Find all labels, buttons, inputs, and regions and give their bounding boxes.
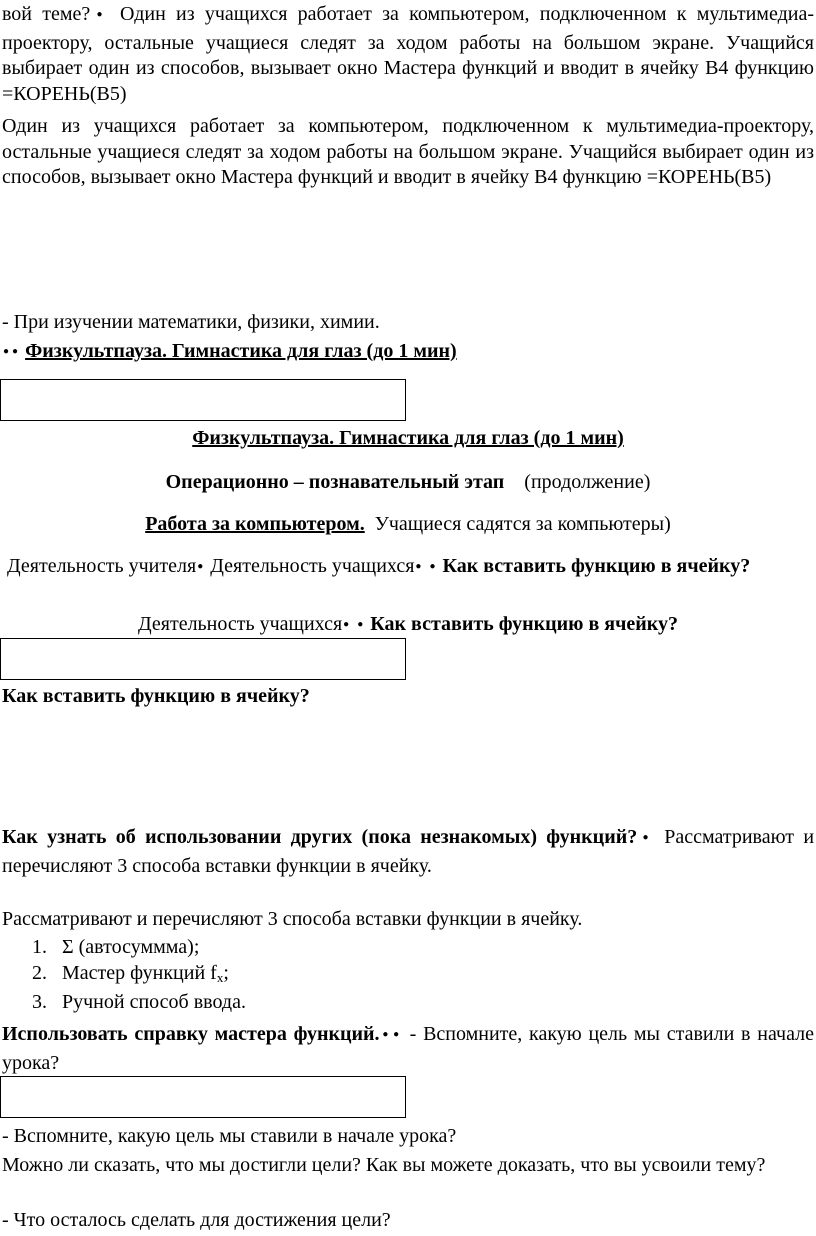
list-number: 3.: [32, 991, 47, 1014]
activity-question-2: Как вставить функцию в ячейку?: [370, 613, 678, 635]
bullet-icon: [196, 555, 205, 577]
paragraph-help: [2, 1022, 814, 1076]
other-question: Как узнать об использовании других (пока незнакомых) функций?: [2, 826, 638, 848]
stage-title: Операционно – познавательный этап: [165, 471, 505, 493]
work-line: [2, 512, 814, 538]
question-insert-text: Как вставить функцию в ячейку?: [2, 685, 310, 707]
question-insert: [2, 684, 814, 710]
teacher-activity: Деятельность учителя: [7, 555, 197, 577]
empty-frame-2: [0, 638, 406, 680]
other-answer: Рассматривают и перечисляют 3 способа вставки функции в ячейку.: [2, 826, 815, 877]
empty-frame-1: [0, 379, 406, 421]
bullet-icon: [428, 555, 437, 577]
list-number: 1.: [32, 936, 47, 958]
list-text: Ручной способ ввода.: [62, 991, 246, 1014]
question-remaining: - Что осталось сделать для достижения цели?: [2, 1209, 391, 1231]
list-subscript: x: [216, 969, 224, 985]
heading-break-2: Физкультпауза. Гимнастика для глаз (до 1 мин): [192, 427, 624, 449]
list-tail: ;: [223, 961, 229, 984]
question-achieved: Можно ли сказать, что мы достигли цели? Как вы можете доказать, что вы усвоили тему?: [2, 1154, 766, 1176]
stage-note: (продолжение): [524, 471, 651, 493]
list-item: [2, 935, 814, 961]
activity-line: [2, 554, 814, 583]
help-bold: Использовать справку мастера функций.: [2, 1023, 380, 1045]
bullet-icon: [11, 340, 20, 362]
heading-break-line: [2, 339, 814, 368]
bullet-icon: [392, 1023, 403, 1045]
methods-list: [2, 935, 814, 1016]
list-item: [2, 990, 814, 1016]
bullet-icon: [380, 1023, 393, 1045]
paragraph-methods-intro: Рассматривают и перечисляют 3 способа вставки функции в ячейку.: [2, 908, 583, 930]
bullet-icon: [342, 613, 351, 635]
intro-lead: вой теме?: [2, 3, 91, 25]
list-text: Σ (автосуммма);: [62, 936, 200, 958]
bullet-icon: [637, 826, 655, 848]
work-note: Учащиеся садятся за компьютеры): [374, 513, 671, 535]
work-title: Работа за компьютером.: [145, 513, 365, 535]
list-number: 2.: [32, 961, 47, 984]
stage-line: [2, 470, 814, 496]
list-text: Мастер функций f: [62, 961, 217, 984]
question-goal: - Вспомните, какую цель мы ставили в начале урока?: [2, 1125, 457, 1147]
paragraph-subjects: - При изучении математики, физики, химии.: [2, 311, 380, 333]
bullet-icon: [2, 340, 11, 362]
paragraph-other-functions: [2, 825, 814, 879]
students-activity-2: Деятельность учащихся: [138, 613, 343, 635]
intro-text: Один из учащихся работает за компьютером, подключенном к мультимедиа-проектору, остальные учащиеся следят за ходом работы на большом экране. Учащийся выбирает один из способов, вызывает окно Мастера функций и вводит в ячейку В4 функцию =КОРЕНЬ(В5): [2, 3, 814, 105]
list-item: [2, 961, 814, 991]
paragraph-intro: [2, 2, 814, 107]
heading-break-centered: [2, 426, 814, 452]
bullet-icon: [414, 555, 423, 577]
heading-break: Физкультпауза. Гимнастика для глаз (до 1 мин): [25, 340, 457, 362]
empty-frame-3: [0, 1076, 406, 1118]
bullet-icon: [356, 613, 365, 635]
bullet-icon: [90, 3, 110, 25]
activity-question: Как вставить функцию в ячейку?: [442, 555, 751, 577]
students-activity: Деятельность учащихся: [210, 555, 415, 577]
paragraph-repeat: Один из учащихся работает за компьютером, подключенном к мультимедиа-проектору, остальные учащиеся следят за ходом работы на большом экране. Учащийся выбирает один из способов, вызывает окно Мастера функций и вводит в ячейку В4 функцию =КОРЕНЬ(В5): [2, 115, 814, 189]
help-text: - Вспомните, какую цель мы ставили в начале урока?: [2, 1023, 814, 1074]
activity-line-2: [2, 612, 814, 641]
